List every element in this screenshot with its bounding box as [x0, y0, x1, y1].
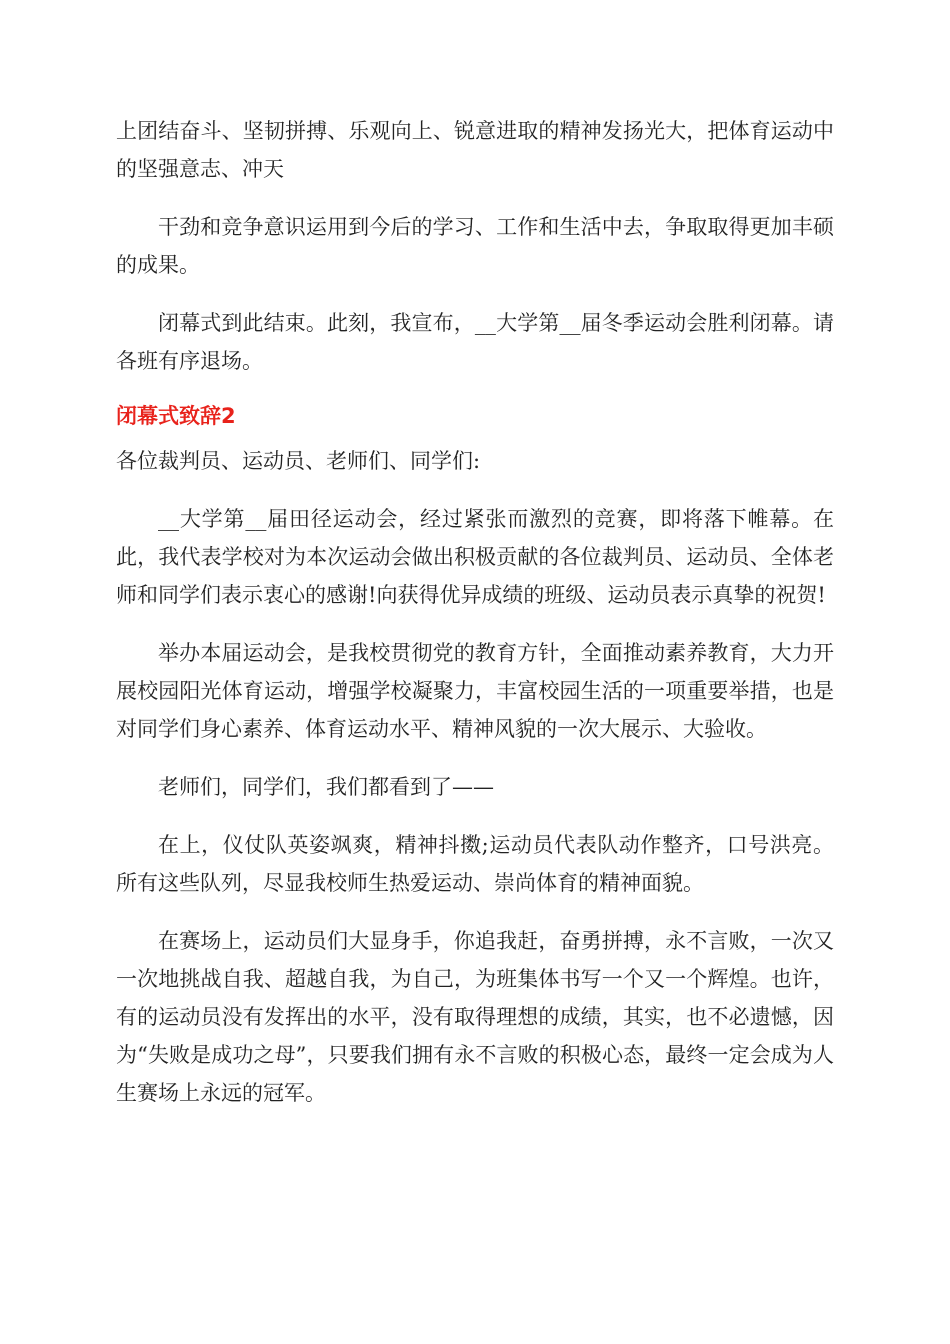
paragraph-closing-hope: 干劲和竞争意识运用到今后的学习、工作和生活中去，争取取得更加丰硕的成果。	[116, 215, 834, 277]
paragraph-we-saw: 老师们，同学们，我们都看到了——	[158, 775, 494, 799]
paragraph-competition: 在赛场上，运动员们大显身手，你追我赶，奋勇拼搏，永不言败，一次又一次地挑战自我、超越自我，为自己，为班集体书写一个又一个辉煌。也许，有的运动员没有发挥出的水平，没有取得理想的成绩，其实，也不必遗憾，因为“失败是成功之母”，只要我们拥有永不言败的积极心态，最终一定会成为人生赛场上永远的冠军。	[116, 929, 834, 1105]
document-page	[116, 112, 834, 1132]
section-heading: 闭幕式致辞2	[116, 404, 236, 428]
salutation: 各位裁判员、运动员、老师们、同学们:	[116, 449, 481, 473]
paragraph-thanks: __大学第__届田径运动会，经过紧张而激烈的竞赛，即将落下帷幕。在此，我代表学校对为本次运动会做出积极贡献的各位裁判员、运动员、全体老师和同学们表示衷心的感谢!向获得优异成绩的班级、运动员表示真挚的祝贺!	[116, 507, 834, 607]
paragraph-purpose: 举办本届运动会，是我校贯彻党的教育方针，全面推动素养教育，大力开展校园阳光体育运动，增强学校凝聚力，丰富校园生活的一项重要举措，也是对同学们身心素养、体育运动水平、精神风貌的一次大展示、大验收。	[116, 641, 834, 741]
paragraph-closing-announcement: 闭幕式到此结束。此刻，我宣布，__大学第__届冬季运动会胜利闭幕。请各班有序退场。	[116, 311, 834, 373]
paragraph-continued: 上团结奋斗、坚韧拼搏、乐观向上、锐意进取的精神发扬光大，把体育运动中的坚强意志、冲天	[116, 119, 834, 181]
paragraph-parade: 在上，仪仗队英姿飒爽，精神抖擞;运动员代表队动作整齐，口号洪亮。所有这些队列，尽显我校师生热爱运动、崇尚体育的精神面貌。	[116, 833, 834, 895]
